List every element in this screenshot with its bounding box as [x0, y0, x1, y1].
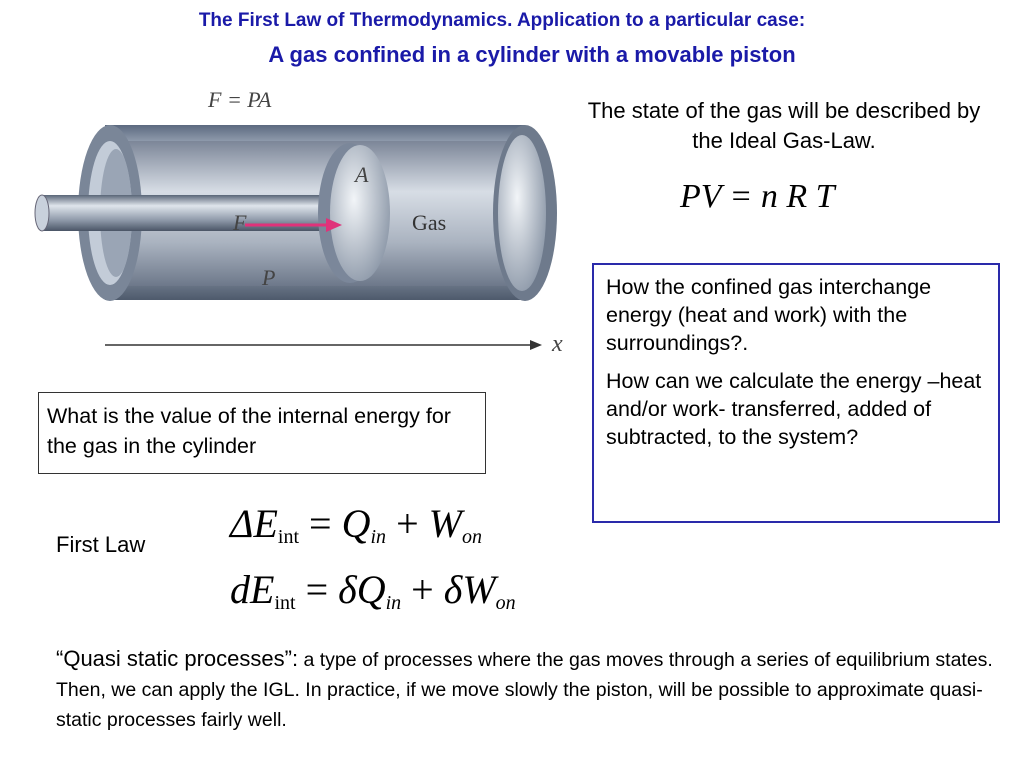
- ideal-gas-description: The state of the gas will be described by the Ideal Gas-Law.: [587, 98, 981, 153]
- quasi-static-heading: “Quasi static processes”:: [56, 646, 299, 671]
- first-law-equation-differential: $dE_{int} = \delta Q_{in} + \delta W_{on}$: [230, 567, 516, 614]
- first-law-equation-delta: $\Delta E_{int} = Q_{in} + W_{on}$: [230, 501, 482, 548]
- force-equation-label: F = PA: [208, 87, 272, 112]
- question-energy-calculation: How can we calculate the energy –heat and/or work- transferred, added of subtracted, to the system?: [606, 369, 982, 449]
- pressure-label: P: [262, 265, 276, 290]
- ideal-gas-equation: PV = n R T: [680, 178, 835, 215]
- slide-title: The First Law of Thermodynamics. Application to a particular case:: [198, 10, 806, 31]
- slide-subtitle: A gas confined in a cylinder with a movable piston: [268, 42, 796, 67]
- force-label: F: [233, 210, 247, 235]
- area-label: A: [355, 162, 369, 187]
- cylinder-piston-diagram: [30, 85, 575, 370]
- gas-label: Gas: [412, 210, 447, 235]
- quasi-static-paragraph: [56, 644, 996, 735]
- energy-exchange-questions-box: [592, 263, 1000, 523]
- x-axis-label: x: [552, 331, 563, 357]
- internal-energy-question-box: What is the value of the internal energy for the gas in the cylinder: [38, 392, 486, 474]
- quasi-static-text: a type of processes where the gas moves through a series of equilibrium states. Then, we can apply the IGL. In practice, if we move slowly the piston, will be possible to approximate quasi-static processes fairly well.: [56, 649, 993, 731]
- first-law-label: First Law: [56, 532, 146, 557]
- question-energy-exchange: How the confined gas interchange energy (heat and work) with the surroundings?.: [606, 275, 932, 355]
